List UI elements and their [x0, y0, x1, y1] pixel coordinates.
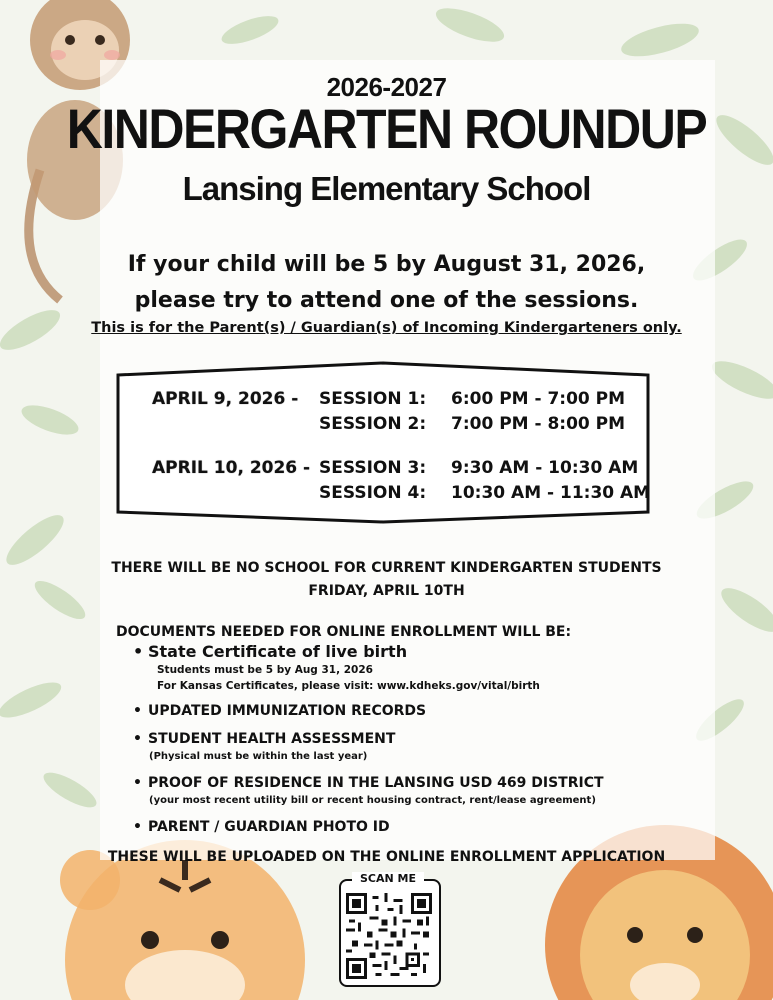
- document-item: [133, 819, 390, 835]
- school-year: 2026-2027: [326, 72, 447, 102]
- document-label: PARENT / GUARDIAN PHOTO ID: [148, 819, 390, 835]
- session-time: 7:00 PM - 8:00 PM: [451, 414, 626, 434]
- page-title: KINDERGARTEN ROUNDUP: [66, 97, 707, 161]
- eligibility-line-1: If your child will be 5 by August 31, 2026,: [127, 252, 646, 277]
- documents-heading: DOCUMENTS NEEDED FOR ONLINE ENROLLMENT WILL BE:: [116, 624, 572, 640]
- session-date: APRIL 9, 2026 -: [152, 389, 299, 409]
- document-note: (your most recent utility bill or recent housing contract, rent/lease agreement): [149, 795, 596, 806]
- bullet-icon: •: [133, 819, 142, 835]
- no-school-line-1: THERE WILL BE NO SCHOOL FOR CURRENT KINDERGARTEN STUDENTS: [111, 560, 662, 576]
- documents-footer: THESE WILL BE UPLOADED ON THE ONLINE ENROLLMENT APPLICATION: [107, 849, 666, 865]
- bullet-icon: •: [133, 703, 142, 719]
- document-note: For Kansas Certificates, please visit: www.kdheks.gov/vital/birth: [157, 680, 540, 692]
- document-label: UPDATED IMMUNIZATION RECORDS: [148, 703, 427, 719]
- document-item: [133, 775, 604, 791]
- document-label: State Certificate of live birth: [148, 642, 408, 661]
- session-time: 10:30 AM - 11:30 AM: [451, 483, 651, 503]
- qr-label: SCAN ME: [352, 872, 424, 885]
- session-label: SESSION 3:: [319, 458, 427, 478]
- session-label: SESSION 4:: [319, 483, 427, 503]
- document-note: (Physical must be within the last year): [149, 751, 368, 762]
- session-time: 9:30 AM - 10:30 AM: [451, 458, 639, 478]
- document-note: Students must be 5 by Aug 31, 2026: [157, 664, 373, 676]
- school-name: Lansing Elementary School: [182, 170, 591, 207]
- document-item: [133, 703, 426, 719]
- session-time: 6:00 PM - 7:00 PM: [451, 389, 626, 409]
- eligibility-line-2: please try to attend one of the sessions.: [134, 288, 639, 313]
- session-date: APRIL 10, 2026 -: [152, 458, 311, 478]
- session-label: SESSION 2:: [319, 414, 427, 434]
- bullet-icon: •: [133, 731, 142, 747]
- bullet-icon: •: [133, 775, 142, 791]
- audience-note: This is for the Parent(s) / Guardian(s) of Incoming Kindergarteners only.: [91, 320, 682, 336]
- no-school-line-2: FRIDAY, APRIL 10TH: [308, 583, 465, 599]
- qr-code-icon[interactable]: [346, 893, 432, 979]
- document-item: [133, 642, 407, 661]
- session-label: SESSION 1:: [319, 389, 427, 409]
- bullet-icon: •: [133, 642, 144, 661]
- document-label: STUDENT HEALTH ASSESSMENT: [148, 731, 396, 747]
- document-item: [133, 731, 395, 747]
- document-label: PROOF OF RESIDENCE IN THE LANSING USD 469 DISTRICT: [148, 775, 604, 791]
